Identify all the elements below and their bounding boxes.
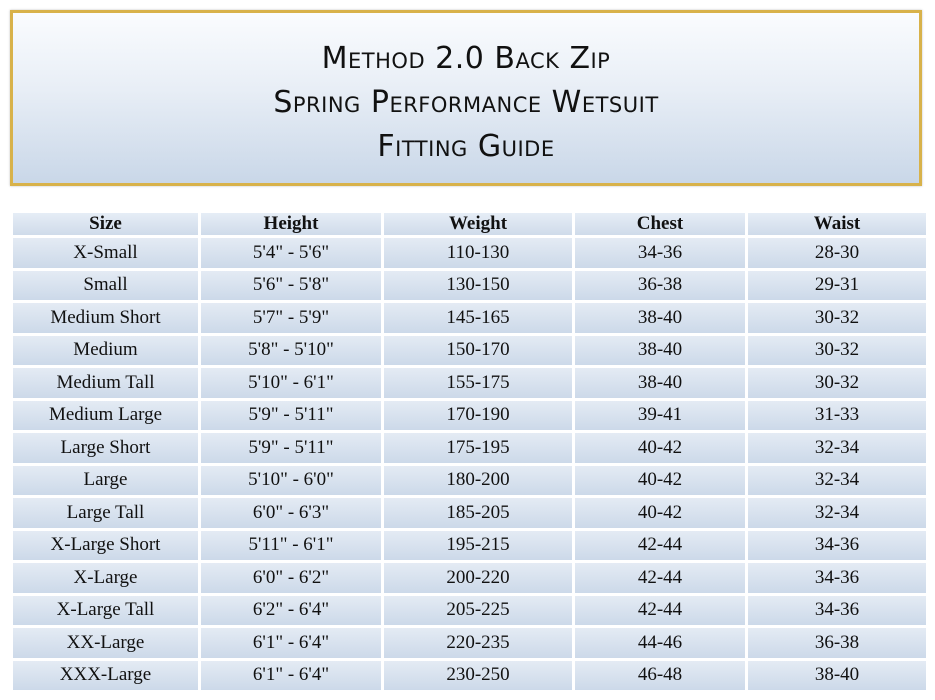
height-cell: 6'1" - 6'4" xyxy=(201,661,381,691)
title-line-3: Fitting Guide xyxy=(377,129,555,164)
weight-cell: 205-225 xyxy=(384,596,572,626)
waist-cell: 32-34 xyxy=(748,466,926,496)
column-header-chest: Chest xyxy=(575,213,745,235)
chest-cell: 34-36 xyxy=(575,238,745,268)
table-row xyxy=(13,271,926,301)
waist-cell: 38-40 xyxy=(748,661,926,691)
height-cell: 6'0" - 6'3" xyxy=(201,498,381,528)
weight-cell: 175-195 xyxy=(384,433,572,463)
waist-cell: 30-32 xyxy=(748,336,926,366)
chest-cell: 42-44 xyxy=(575,531,745,561)
height-cell: 5'9" - 5'11" xyxy=(201,401,381,431)
size-cell: XXX-Large xyxy=(13,661,198,691)
weight-cell: 220-235 xyxy=(384,628,572,658)
size-cell: Medium Tall xyxy=(13,368,198,398)
column-header-size: Size xyxy=(13,213,198,235)
table-row xyxy=(13,563,926,593)
waist-cell: 34-36 xyxy=(748,596,926,626)
size-cell: Medium xyxy=(13,336,198,366)
chest-cell: 40-42 xyxy=(575,498,745,528)
size-cell: Medium Short xyxy=(13,303,198,333)
size-cell: Large Short xyxy=(13,433,198,463)
size-cell: XX-Large xyxy=(13,628,198,658)
height-cell: 6'2" - 6'4" xyxy=(201,596,381,626)
table-row xyxy=(13,531,926,561)
table-header-row xyxy=(13,213,926,235)
table-row xyxy=(13,466,926,496)
weight-cell: 230-250 xyxy=(384,661,572,691)
chest-cell: 44-46 xyxy=(575,628,745,658)
column-header-waist: Waist xyxy=(748,213,926,235)
size-cell: X-Large Tall xyxy=(13,596,198,626)
height-cell: 6'1" - 6'4" xyxy=(201,628,381,658)
chest-cell: 38-40 xyxy=(575,368,745,398)
height-cell: 5'10" - 6'1" xyxy=(201,368,381,398)
weight-cell: 130-150 xyxy=(384,271,572,301)
table-row xyxy=(13,238,926,268)
table-row xyxy=(13,368,926,398)
chest-cell: 36-38 xyxy=(575,271,745,301)
height-cell: 5'6" - 5'8" xyxy=(201,271,381,301)
weight-cell: 155-175 xyxy=(384,368,572,398)
size-cell: X-Small xyxy=(13,238,198,268)
height-cell: 5'7" - 5'9" xyxy=(201,303,381,333)
waist-cell: 34-36 xyxy=(748,531,926,561)
chest-cell: 42-44 xyxy=(575,563,745,593)
size-cell: Medium Large xyxy=(13,401,198,431)
waist-cell: 34-36 xyxy=(748,563,926,593)
chest-cell: 46-48 xyxy=(575,661,745,691)
weight-cell: 180-200 xyxy=(384,466,572,496)
size-chart-table xyxy=(10,210,929,693)
weight-cell: 150-170 xyxy=(384,336,572,366)
size-cell: X-Large Short xyxy=(13,531,198,561)
height-cell: 5'10" - 6'0" xyxy=(201,466,381,496)
table-row xyxy=(13,336,926,366)
waist-cell: 31-33 xyxy=(748,401,926,431)
height-cell: 6'0" - 6'2" xyxy=(201,563,381,593)
waist-cell: 29-31 xyxy=(748,271,926,301)
size-cell: X-Large xyxy=(13,563,198,593)
height-cell: 5'4" - 5'6" xyxy=(201,238,381,268)
waist-cell: 30-32 xyxy=(748,303,926,333)
table-row xyxy=(13,433,926,463)
table-row xyxy=(13,303,926,333)
title-line-2: Spring Performance Wetsuit xyxy=(273,85,659,120)
weight-cell: 110-130 xyxy=(384,238,572,268)
table-row xyxy=(13,661,926,691)
weight-cell: 195-215 xyxy=(384,531,572,561)
weight-cell: 200-220 xyxy=(384,563,572,593)
chest-cell: 38-40 xyxy=(575,336,745,366)
chest-cell: 40-42 xyxy=(575,433,745,463)
size-cell: Large xyxy=(13,466,198,496)
waist-cell: 28-30 xyxy=(748,238,926,268)
column-header-height: Height xyxy=(201,213,381,235)
chest-cell: 39-41 xyxy=(575,401,745,431)
waist-cell: 32-34 xyxy=(748,433,926,463)
waist-cell: 32-34 xyxy=(748,498,926,528)
title-line-1: Method 2.0 Back Zip xyxy=(321,41,611,76)
title-banner xyxy=(10,10,922,186)
weight-cell: 145-165 xyxy=(384,303,572,333)
column-header-weight: Weight xyxy=(384,213,572,235)
size-cell: Large Tall xyxy=(13,498,198,528)
height-cell: 5'9" - 5'11" xyxy=(201,433,381,463)
height-cell: 5'8" - 5'10" xyxy=(201,336,381,366)
chest-cell: 42-44 xyxy=(575,596,745,626)
chest-cell: 40-42 xyxy=(575,466,745,496)
table-row xyxy=(13,596,926,626)
waist-cell: 30-32 xyxy=(748,368,926,398)
table-row xyxy=(13,498,926,528)
table-row xyxy=(13,628,926,658)
height-cell: 5'11" - 6'1" xyxy=(201,531,381,561)
chest-cell: 38-40 xyxy=(575,303,745,333)
weight-cell: 170-190 xyxy=(384,401,572,431)
weight-cell: 185-205 xyxy=(384,498,572,528)
waist-cell: 36-38 xyxy=(748,628,926,658)
size-cell: Small xyxy=(13,271,198,301)
table-row xyxy=(13,401,926,431)
